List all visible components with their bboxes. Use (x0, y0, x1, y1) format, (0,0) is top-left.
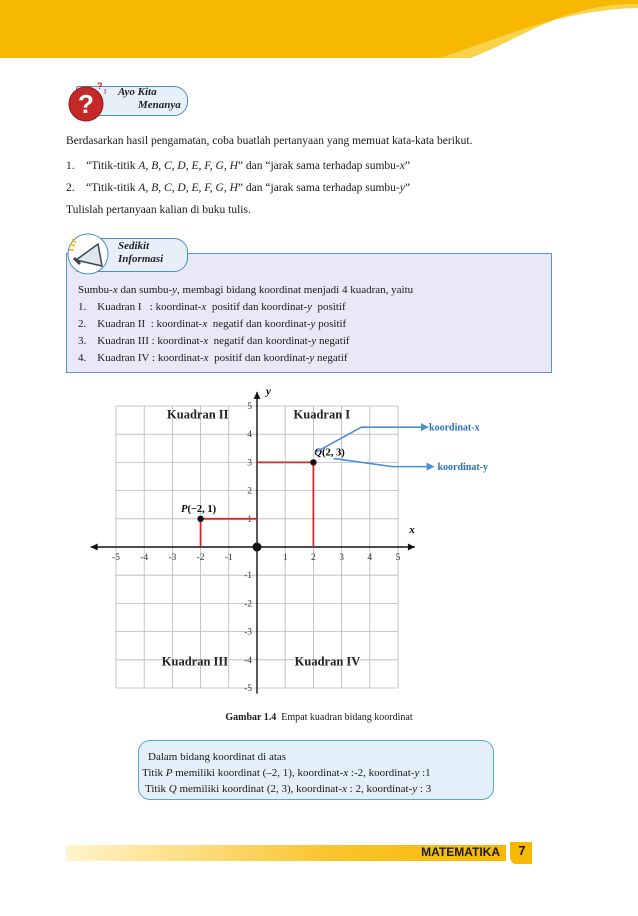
page-number: 7 (518, 843, 526, 858)
x-tick-label: -3 (168, 553, 177, 563)
question-num: 1. (66, 160, 75, 172)
svg-text:?: ? (97, 81, 103, 91)
note-yv: :1 (419, 767, 431, 779)
info-intro-x: x (112, 284, 118, 296)
x-tick-label: -4 (140, 553, 149, 563)
info-intro-mid: dan sumbu- (117, 284, 173, 296)
x-tick-label: 4 (367, 553, 373, 563)
question-mid: ” dan “jarak sama terhadap sumbu- (237, 160, 400, 172)
data-point (197, 516, 203, 522)
x-tick-label: -5 (112, 553, 120, 563)
y-tick-label: 5 (247, 402, 252, 412)
info-section-label (118, 240, 163, 266)
info-label-line2: Informasi (118, 253, 164, 265)
y-tick-label: -2 (244, 599, 252, 610)
origin-point (253, 543, 262, 552)
svg-text:!: ! (104, 89, 107, 96)
info-item-name: Kuadran III : koordinat- (97, 335, 204, 347)
question-item-2 (66, 181, 410, 195)
quadrant-label: Kuadran IV (294, 654, 361, 669)
quadrant-label: Kuadran II (167, 407, 229, 422)
y-tick-label: -1 (244, 571, 252, 582)
info-item-4 (78, 351, 348, 365)
info-intro-y: y (172, 284, 178, 296)
coordinate-plane-chart (90, 388, 510, 708)
question-axis: y (399, 182, 405, 194)
info-item-name: Kuadran IV : koordinat- (97, 352, 204, 364)
figure-caption (0, 712, 638, 723)
info-intro (78, 283, 413, 297)
note-mid: memiliki koordinat (–2, 1), koordinat- (172, 767, 344, 779)
data-point (310, 459, 316, 465)
question-pre: “Titik-titik (86, 182, 139, 194)
question-points: A, B, C, D, E, F, G, H (138, 160, 238, 172)
info-item-x: x (201, 301, 207, 313)
intro-text: Berdasarkan hasil pengamatan, coba buatlah pertanyaan yang memuat kata-kata berikut. (66, 135, 473, 147)
quadrant-label: Kuadran III (161, 654, 229, 669)
x-tick-label: -2 (196, 553, 205, 563)
note-xv: :-2, koordinat- (348, 767, 415, 779)
ask-section-label (118, 86, 198, 112)
annotation-arrowhead-y (427, 463, 435, 471)
note-line-1: Dalam bidang koordinat di atas (148, 751, 287, 763)
ask-label-line2: Menanya (138, 99, 181, 111)
info-item-y: y (310, 318, 316, 330)
svg-text:?: ? (78, 89, 94, 119)
x-tick-label: 2 (311, 553, 316, 563)
question-post: ” (404, 160, 410, 172)
note-point: Q (168, 783, 177, 795)
info-item-ys: negatif (316, 335, 350, 347)
y-axis-arrow (254, 392, 261, 399)
info-item-ys: negatif (314, 352, 348, 364)
caption-text: Empat kuadran bidang koordinat (276, 712, 413, 723)
info-item-xs: negatif dan koordinat- (207, 318, 311, 330)
question-mid: ” dan “jarak sama terhadap sumbu- (237, 182, 400, 194)
info-item-num: 2. (78, 318, 87, 330)
footer-title: MATEMATIKA (421, 845, 500, 859)
x-tick-label: 5 (395, 553, 401, 563)
question-mark-icon (64, 78, 112, 126)
y-tick-label: 3 (247, 458, 252, 469)
info-item-num: 1. (78, 301, 87, 313)
quadrant-label: Kuadran I (293, 407, 351, 422)
question-post: ” (404, 182, 410, 194)
megaphone-icon (64, 230, 112, 278)
header-band (0, 0, 638, 58)
y-tick-label: -5 (244, 684, 252, 694)
note-line-3 (145, 782, 431, 796)
info-item-name: Kuadran I : koordinat- (97, 301, 202, 313)
note-pre: Titik (145, 783, 169, 795)
info-item-num: 3. (78, 335, 87, 347)
note-y: y (414, 767, 420, 779)
note-x: x (343, 767, 349, 779)
question-num: 2. (66, 182, 75, 194)
point-label: Q(2, 3) (314, 447, 345, 459)
caption-label: Gambar 1.4 (225, 712, 277, 723)
note-pre: Titik (142, 767, 166, 779)
y-tick-label: -3 (244, 627, 252, 638)
x-axis-label: x (409, 524, 415, 536)
x-axis-arrow-left (91, 544, 98, 551)
question-item-1 (66, 159, 410, 173)
info-item-name: Kuadran II : koordinat- (97, 318, 203, 330)
instruction-text: Tulislah pertanyaan kalian di buku tulis. (66, 204, 251, 216)
info-item-ys: positif (312, 301, 346, 313)
info-item-3 (78, 334, 350, 348)
info-item-x: x (202, 318, 208, 330)
question-pre: “Titik-titik (86, 160, 139, 172)
x-tick-label: -1 (224, 553, 233, 563)
info-item-xs: negatif dan koordinat- (208, 335, 312, 347)
info-item-y: y (307, 301, 313, 313)
ask-label-line1: Ayo Kita (118, 86, 157, 98)
info-item-ys: positif (315, 318, 347, 330)
note-yv: : 3 (417, 783, 432, 795)
info-item-1 (78, 300, 346, 314)
y-tick-label: 4 (247, 430, 252, 441)
info-intro-post: , membagi bidang koordinat menjadi 4 kuadran, yaitu (177, 284, 414, 296)
point-label: P(−2, 1) (181, 503, 217, 515)
info-intro-pre: Sumbu- (78, 284, 113, 296)
y-axis-label: y (266, 388, 271, 398)
question-axis: x (399, 160, 405, 172)
x-axis-arrow (408, 544, 415, 551)
note-xv: : 2, koordinat- (346, 783, 413, 795)
question-points: A, B, C, D, E, F, G, H (138, 182, 238, 194)
note-y: y (412, 783, 418, 795)
y-tick-label: -4 (244, 655, 252, 666)
note-point: P (165, 767, 173, 779)
x-tick-label: 3 (339, 553, 344, 563)
info-item-y: y (309, 352, 315, 364)
note-x: x (342, 783, 347, 795)
y-tick-label: 2 (247, 486, 252, 497)
x-tick-label: 1 (282, 553, 288, 563)
y-tick-label: 1 (247, 514, 252, 525)
info-item-x: x (203, 335, 209, 347)
annotation-arrowhead-x (421, 423, 429, 431)
note-line-2 (142, 766, 431, 780)
annotation-label-y: koordinat-y (437, 462, 489, 474)
info-item-y: y (311, 335, 317, 347)
info-item-xs: positif dan koordinat- (206, 301, 308, 313)
info-item-xs: positif dan koordinat- (208, 352, 310, 364)
info-item-x: x (203, 352, 209, 364)
info-item-2 (78, 317, 346, 331)
note-mid: memiliki koordinat (2, 3), koordinat- (176, 783, 342, 795)
info-label-line1: Sedikit (118, 240, 150, 252)
info-item-num: 4. (78, 352, 87, 364)
annotation-label-x: koordinat-x (429, 422, 480, 434)
